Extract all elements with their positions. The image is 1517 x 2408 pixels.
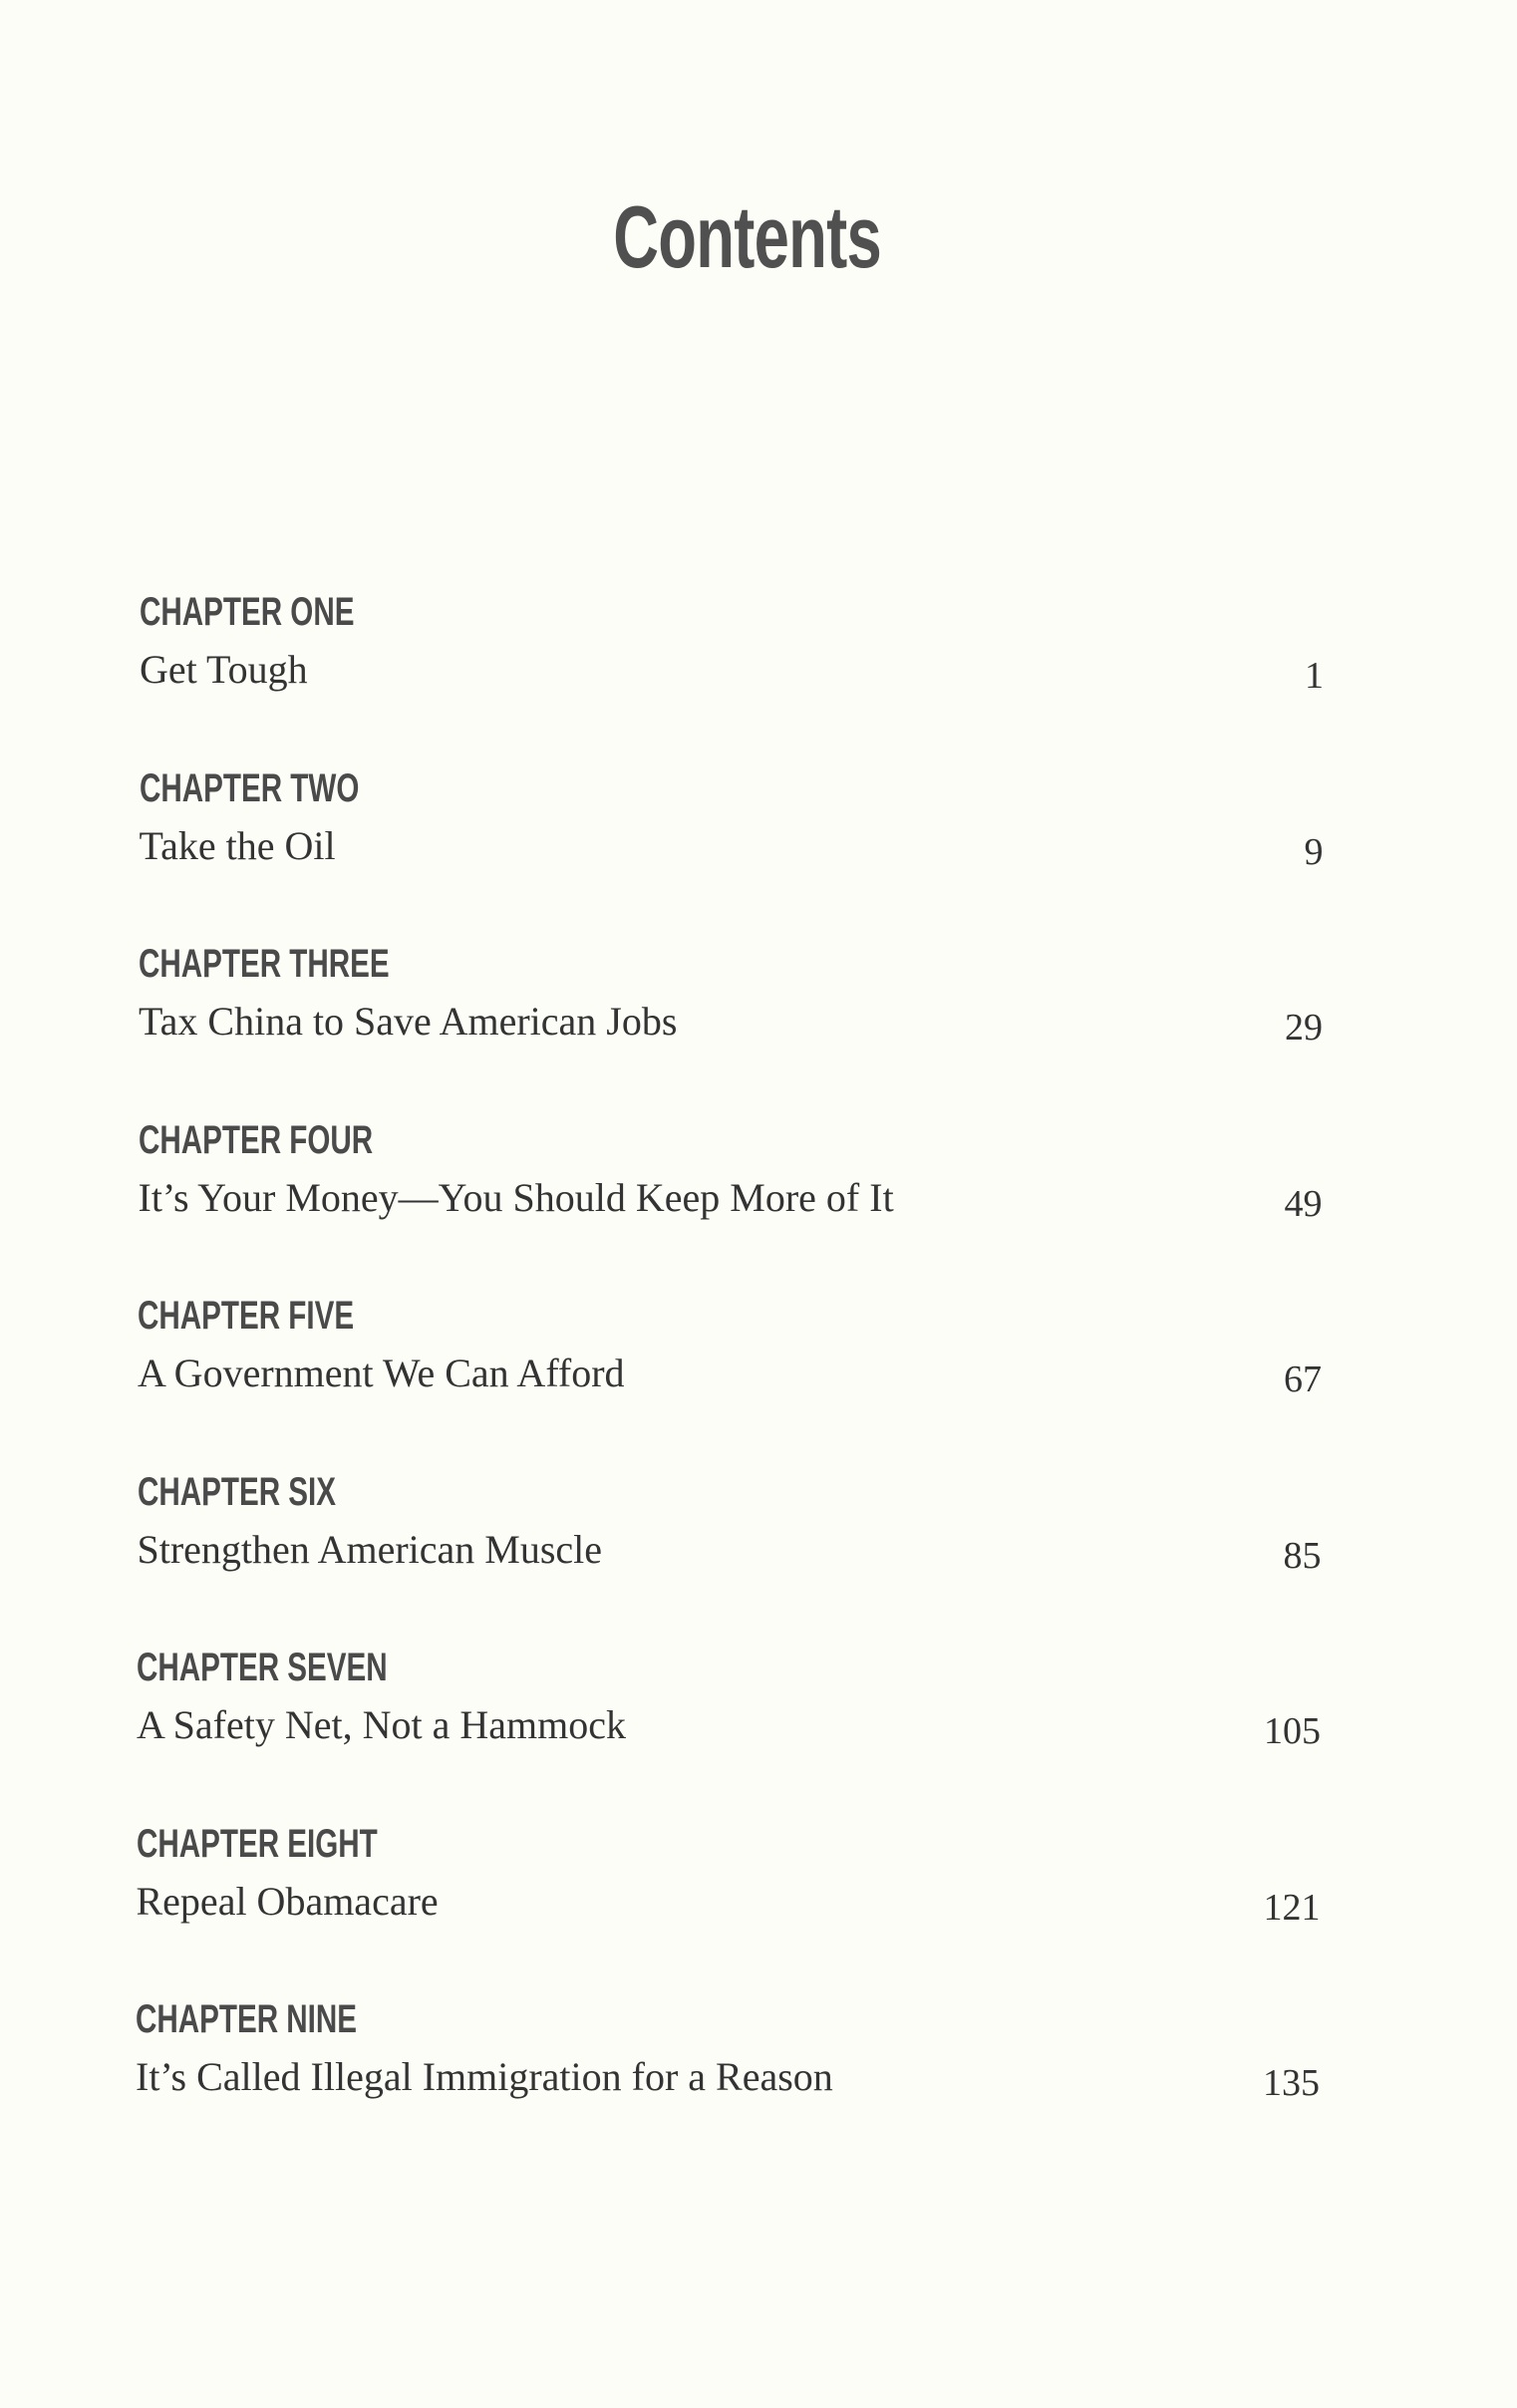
chapter-title: Repeal Obamacare (136, 1878, 439, 1924)
chapter-label: CHAPTER EIGHT (136, 1821, 378, 1866)
page-number: 67 (1284, 1358, 1322, 1400)
chapter-title: It’s Called Illegal Immigration for a Reason (136, 2054, 833, 2099)
page-number: 121 (1263, 1886, 1321, 1929)
chapter-label: CHAPTER SIX (137, 1469, 336, 1514)
chapter-label: CHAPTER NINE (136, 1997, 358, 2041)
chapter-title: Get Tough (140, 647, 308, 692)
chapter-title: Take the Oil (139, 822, 336, 868)
chapter-title: Tax China to Save American Jobs (139, 999, 678, 1044)
toc-entry[interactable] (137, 1822, 1321, 1952)
toc-entry[interactable] (140, 590, 1324, 720)
chapter-label: CHAPTER FIVE (138, 1294, 355, 1338)
chapter-title: A Government We Can Afford (138, 1351, 625, 1395)
page-number: 29 (1285, 1007, 1323, 1049)
page-number: 135 (1263, 2062, 1320, 2104)
toc-entry[interactable] (137, 1646, 1321, 1775)
chapter-title: Strengthen American Muscle (137, 1526, 603, 1572)
chapter-label: CHAPTER SEVEN (137, 1646, 388, 1689)
page-number: 49 (1284, 1182, 1323, 1225)
page-number: 105 (1264, 1710, 1321, 1752)
chapter-title: A Safety Net, Not a Hammock (137, 1702, 626, 1747)
toc-entry[interactable] (139, 942, 1323, 1071)
toc-entry[interactable] (136, 1997, 1320, 2127)
chapter-label: CHAPTER ONE (140, 590, 355, 634)
chapter-label: CHAPTER THREE (139, 942, 390, 986)
toc-entry[interactable] (138, 1470, 1322, 1600)
page-title (0, 189, 1517, 285)
chapter-label: CHAPTER TWO (139, 765, 359, 810)
page-number: 9 (1304, 830, 1324, 873)
chapter-title: It’s Your Money—You Should Keep More of It (138, 1174, 894, 1220)
chapter-label: CHAPTER FOUR (138, 1117, 373, 1162)
toc-entry[interactable] (140, 766, 1324, 896)
page-number: 85 (1283, 1534, 1322, 1577)
page-title-text: Contents (613, 187, 882, 286)
page-number: 1 (1305, 655, 1324, 697)
toc-entry[interactable] (139, 1118, 1323, 1248)
toc-entry[interactable] (138, 1294, 1322, 1423)
